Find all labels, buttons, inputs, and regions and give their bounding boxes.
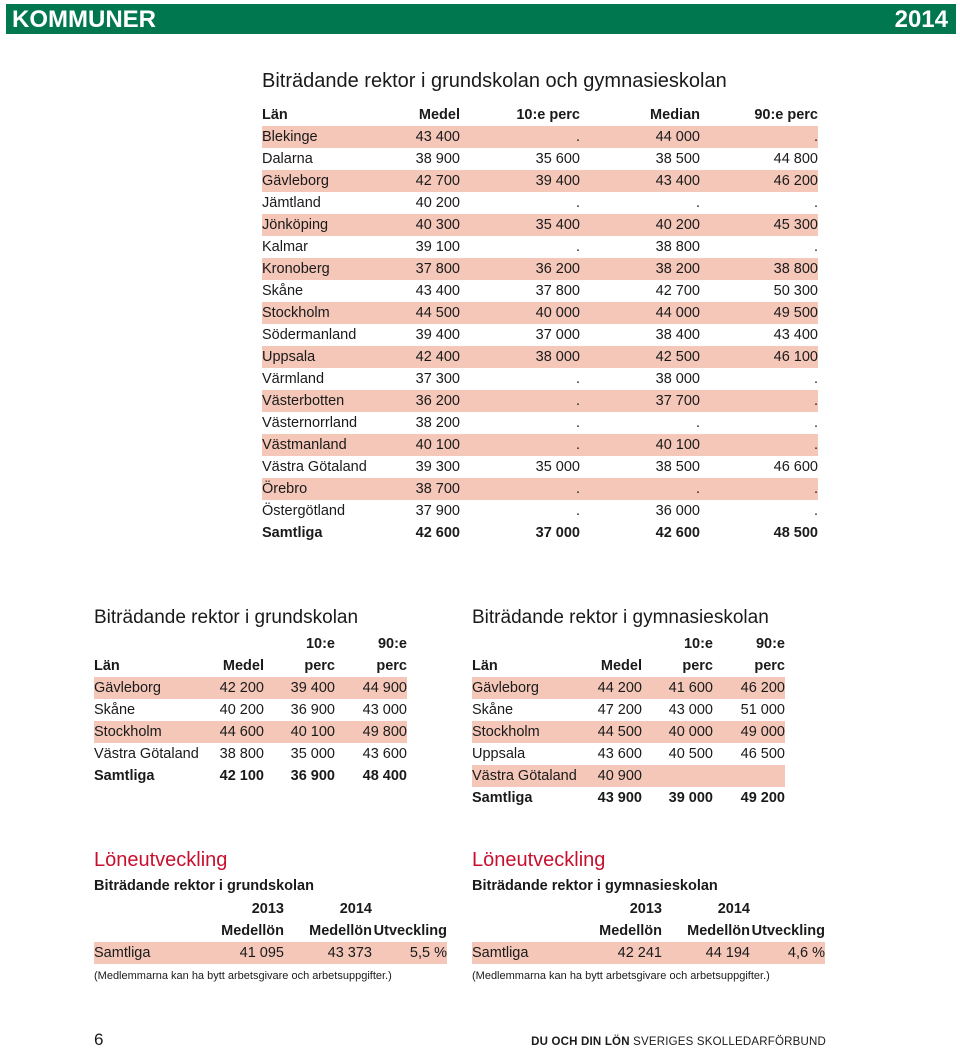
table-header-row <box>472 920 825 942</box>
value-cell: 40 000 <box>460 302 580 324</box>
value-cell: 37 800 <box>404 258 460 280</box>
value-cell: 42 600 <box>655 525 700 541</box>
value-cell: . <box>813 371 818 387</box>
gymnasieskolan-title: Biträdande rektor i gymnasieskolan <box>472 607 769 628</box>
value-cell: 43 400 <box>773 327 818 343</box>
table-row <box>262 280 818 302</box>
column-header: Län <box>94 658 120 674</box>
value-cell: 49 800 <box>335 721 407 743</box>
value-cell: . <box>700 434 818 456</box>
column-header <box>94 633 204 655</box>
column-header: 10:e <box>305 636 335 652</box>
table-row <box>262 456 818 478</box>
row-label-cell: Samtliga <box>472 942 582 964</box>
value-cell: 5,5 % <box>372 942 447 964</box>
row-label-cell: Östergötland <box>262 503 346 519</box>
value-cell: . <box>460 478 580 500</box>
loneutveckling-note-left: (Medlemmarna kan ha bytt arbetsgivare och arbetsuppgifter.) <box>94 970 392 982</box>
value-cell: 41 600 <box>642 677 713 699</box>
loneutveckling-title-left: Löneutveckling <box>94 849 228 871</box>
value-cell: 46 600 <box>773 459 818 475</box>
value-cell: 35 000 <box>535 459 580 475</box>
table-row <box>472 699 785 721</box>
table-row <box>262 126 818 148</box>
value-cell: 38 200 <box>580 258 700 280</box>
table-row <box>262 478 818 500</box>
row-label-cell: Uppsala <box>262 346 404 368</box>
column-header: Medellön <box>687 923 750 939</box>
value-cell: 44 200 <box>582 677 642 699</box>
value-cell: . <box>700 390 818 412</box>
row-label-cell: Örebro <box>262 478 404 500</box>
header-section-label: KOMMUNER <box>12 6 156 33</box>
loneutveckling-subtitle-left: Biträdande rektor i grundskolan <box>94 878 314 894</box>
value-cell <box>713 765 785 787</box>
value-cell: 42 600 <box>415 525 460 541</box>
row-label-cell: Västra Götaland <box>472 765 582 787</box>
value-cell: 38 200 <box>415 415 460 431</box>
column-header: Medellön <box>599 923 662 939</box>
value-cell: 44 500 <box>404 302 460 324</box>
table-row <box>262 500 818 522</box>
table-row <box>262 148 818 170</box>
header-year: 2014 <box>894 6 948 33</box>
page-header <box>6 4 956 34</box>
value-cell: . <box>575 415 580 431</box>
column-header <box>582 633 642 655</box>
table-row <box>472 942 825 964</box>
grundskolan-title: Biträdande rektor i grundskolan <box>94 607 359 628</box>
column-header: perc <box>376 658 407 674</box>
value-cell: 36 900 <box>290 702 335 718</box>
value-cell: 48 500 <box>773 525 818 541</box>
value-cell: 39 100 <box>415 239 460 255</box>
column-header <box>472 898 582 920</box>
value-cell: 38 000 <box>460 346 580 368</box>
value-cell: 47 200 <box>597 702 642 718</box>
value-cell: 38 700 <box>404 478 460 500</box>
value-cell: 42 241 <box>582 942 662 964</box>
column-header: 90:e <box>377 636 407 652</box>
value-cell: 35 600 <box>535 151 580 167</box>
value-cell: 39 400 <box>264 677 335 699</box>
row-label-cell: Västernorrland <box>262 415 358 431</box>
column-header: Medellön <box>221 923 284 939</box>
value-cell: 37 000 <box>535 525 580 541</box>
value-cell: 36 200 <box>460 258 580 280</box>
row-label-cell: Gävleborg <box>94 677 204 699</box>
value-cell: 45 300 <box>700 214 818 236</box>
table-row <box>472 721 785 743</box>
value-cell: . <box>695 195 700 211</box>
table-row <box>262 192 818 214</box>
row-label-cell: Samtliga <box>94 768 155 784</box>
row-label-cell: Stockholm <box>262 302 404 324</box>
column-header: 90:e perc <box>754 107 818 123</box>
table-row <box>262 214 818 236</box>
column-header: 10:e perc <box>516 107 580 123</box>
row-label-cell: Södermanland <box>262 327 357 343</box>
value-cell: 44 000 <box>580 126 700 148</box>
table-row <box>262 302 818 324</box>
value-cell: 49 500 <box>700 302 818 324</box>
value-cell: 38 900 <box>415 151 460 167</box>
footer-brand-org: SVERIGES SKOLLEDARFÖRBUND <box>629 1036 826 1048</box>
value-cell: 36 900 <box>290 768 335 784</box>
table-row <box>472 765 785 787</box>
row-label-cell: Skåne <box>262 283 304 299</box>
column-header: 2014 <box>717 901 750 917</box>
value-cell <box>642 765 713 787</box>
column-header: Medel <box>222 658 264 674</box>
column-header: 2014 <box>339 901 372 917</box>
table-row <box>94 699 407 721</box>
table-row <box>94 765 407 787</box>
footer-brand-bold: DU OCH DIN LÖN <box>531 1036 630 1048</box>
value-cell: 39 300 <box>415 459 460 475</box>
table-row <box>262 412 818 434</box>
table-header-row <box>94 898 447 920</box>
value-cell: 43 900 <box>597 790 642 806</box>
table-row <box>94 677 407 699</box>
gymnasieskolan-table <box>472 633 785 809</box>
value-cell: 43 400 <box>404 126 460 148</box>
table-header-row <box>472 898 825 920</box>
value-cell: 38 500 <box>655 151 700 167</box>
row-label-cell: Västerbotten <box>262 390 404 412</box>
value-cell: 39 400 <box>415 327 460 343</box>
value-cell: 37 900 <box>415 503 460 519</box>
value-cell: 40 100 <box>580 434 700 456</box>
column-header <box>472 920 582 942</box>
row-label-cell: Samtliga <box>262 525 323 541</box>
column-header <box>204 633 264 655</box>
column-header <box>372 898 447 920</box>
table-row <box>472 677 785 699</box>
column-header: Län <box>262 107 288 123</box>
value-cell: 43 373 <box>284 942 372 964</box>
value-cell: . <box>700 126 818 148</box>
table-row <box>472 743 785 765</box>
value-cell: 51 000 <box>740 702 785 718</box>
value-cell: . <box>460 434 580 456</box>
table-row <box>94 721 407 743</box>
row-label-cell: Gävleborg <box>262 170 404 192</box>
column-header <box>94 898 204 920</box>
table-row <box>262 170 818 192</box>
row-label-cell: Kronoberg <box>262 258 404 280</box>
loneutveckling-table-right <box>472 898 825 964</box>
value-cell: . <box>460 126 580 148</box>
row-label-cell: Kalmar <box>262 239 308 255</box>
value-cell: 40 200 <box>415 195 460 211</box>
value-cell: 40 000 <box>642 721 713 743</box>
loneutveckling-table-left <box>94 898 447 964</box>
row-label-cell: Jämtland <box>262 195 321 211</box>
row-label-cell: Västmanland <box>262 434 404 456</box>
column-header <box>472 633 582 655</box>
row-label-cell: Värmland <box>262 371 325 387</box>
value-cell: . <box>575 239 580 255</box>
column-header: perc <box>682 658 713 674</box>
column-header: 90:e <box>755 636 785 652</box>
value-cell: 49 200 <box>740 790 785 806</box>
column-header: 2013 <box>629 901 662 917</box>
value-cell: 36 200 <box>404 390 460 412</box>
value-cell: 46 100 <box>700 346 818 368</box>
value-cell: 44 900 <box>335 677 407 699</box>
page-number: 6 <box>94 1030 104 1049</box>
value-cell: . <box>813 195 818 211</box>
row-label-cell: Stockholm <box>94 721 204 743</box>
footer-brand <box>531 1036 826 1048</box>
value-cell: 40 300 <box>404 214 460 236</box>
value-cell: 43 600 <box>597 746 642 762</box>
row-label-cell: Blekinge <box>262 126 404 148</box>
row-label-cell: Uppsala <box>472 746 526 762</box>
value-cell: 42 700 <box>655 283 700 299</box>
row-label-cell: Jönköping <box>262 214 404 236</box>
row-label-cell: Stockholm <box>472 721 582 743</box>
value-cell: 38 800 <box>219 746 264 762</box>
value-cell: . <box>575 195 580 211</box>
table-header-row <box>472 633 785 655</box>
value-cell: 40 500 <box>668 746 713 762</box>
loneutveckling-title-right: Löneutveckling <box>472 849 606 871</box>
value-cell: 37 300 <box>415 371 460 387</box>
table-row <box>262 390 818 412</box>
row-label-cell: Samtliga <box>472 790 533 806</box>
table-header-row <box>94 633 407 655</box>
value-cell: 40 200 <box>219 702 264 718</box>
column-header: Län <box>472 658 498 674</box>
row-label-cell: Skåne <box>472 702 514 718</box>
column-header <box>94 920 204 942</box>
value-cell: 44 800 <box>773 151 818 167</box>
row-label-cell: Västra Götaland <box>262 459 367 475</box>
value-cell: 38 400 <box>655 327 700 343</box>
table-row <box>262 368 818 390</box>
table-header-row <box>262 104 818 126</box>
value-cell: 44 600 <box>204 721 264 743</box>
value-cell: . <box>813 415 818 431</box>
value-cell: . <box>575 371 580 387</box>
column-header: Median <box>650 107 700 123</box>
value-cell: 37 000 <box>535 327 580 343</box>
grundskolan-table <box>94 633 407 787</box>
loneutveckling-note-right: (Medlemmarna kan ha bytt arbetsgivare och arbetsuppgifter.) <box>472 970 770 982</box>
column-header: Medellön <box>309 923 372 939</box>
table-header-row <box>94 920 447 942</box>
value-cell: . <box>700 478 818 500</box>
value-cell: 43 000 <box>362 702 407 718</box>
table-row <box>472 787 785 809</box>
value-cell: 44 000 <box>580 302 700 324</box>
table-row <box>262 346 818 368</box>
row-label-cell: Västra Götaland <box>94 746 199 762</box>
value-cell: 43 000 <box>668 702 713 718</box>
table-row <box>262 258 818 280</box>
column-header: Medel <box>418 107 460 123</box>
column-header: perc <box>304 658 335 674</box>
table-row <box>262 236 818 258</box>
row-label-cell: Skåne <box>94 702 136 718</box>
table-row <box>94 743 407 765</box>
value-cell: 46 200 <box>700 170 818 192</box>
table-header-row <box>94 655 407 677</box>
value-cell: 46 500 <box>740 746 785 762</box>
value-cell: 38 800 <box>655 239 700 255</box>
value-cell: 40 100 <box>404 434 460 456</box>
value-cell: 42 100 <box>219 768 264 784</box>
value-cell: . <box>575 503 580 519</box>
value-cell: . <box>580 478 700 500</box>
value-cell: 38 500 <box>655 459 700 475</box>
row-label-cell: Gävleborg <box>472 677 582 699</box>
value-cell: 36 000 <box>655 503 700 519</box>
value-cell: 40 200 <box>580 214 700 236</box>
value-cell: 35 400 <box>460 214 580 236</box>
column-header: Medel <box>600 658 642 674</box>
main-table-body <box>262 126 818 544</box>
main-salary-table <box>262 104 818 544</box>
column-header: 2013 <box>251 901 284 917</box>
value-cell: 42 200 <box>204 677 264 699</box>
column-header: 10:e <box>683 636 713 652</box>
table-row <box>262 522 818 544</box>
value-cell: . <box>460 390 580 412</box>
value-cell: 39 400 <box>460 170 580 192</box>
column-header: Utveckling <box>751 923 825 939</box>
row-label-cell: Dalarna <box>262 151 313 167</box>
value-cell: 43 400 <box>415 283 460 299</box>
value-cell: 40 900 <box>582 765 642 787</box>
value-cell: 37 800 <box>535 283 580 299</box>
value-cell: 4,6 % <box>750 942 825 964</box>
column-header: perc <box>754 658 785 674</box>
value-cell: 38 000 <box>655 371 700 387</box>
value-cell: 40 100 <box>264 721 335 743</box>
value-cell: 39 000 <box>668 790 713 806</box>
value-cell: 46 200 <box>713 677 785 699</box>
value-cell: 41 095 <box>204 942 284 964</box>
table-header-row <box>472 655 785 677</box>
value-cell: . <box>813 239 818 255</box>
main-table-title: Biträdande rektor i grundskolan och gymnasieskolan <box>262 70 727 92</box>
value-cell: 42 400 <box>404 346 460 368</box>
value-cell: 49 000 <box>713 721 785 743</box>
value-cell: 37 700 <box>580 390 700 412</box>
value-cell: 48 400 <box>362 768 407 784</box>
row-label-cell: Samtliga <box>94 942 204 964</box>
value-cell: 42 500 <box>580 346 700 368</box>
column-header: Utveckling <box>373 923 447 939</box>
value-cell: 43 600 <box>362 746 407 762</box>
value-cell: 42 700 <box>404 170 460 192</box>
value-cell: 38 800 <box>700 258 818 280</box>
value-cell: 50 300 <box>773 283 818 299</box>
table-row <box>262 324 818 346</box>
value-cell: 44 500 <box>582 721 642 743</box>
table-row <box>94 942 447 964</box>
value-cell: 43 400 <box>580 170 700 192</box>
column-header <box>750 898 825 920</box>
loneutveckling-subtitle-right: Biträdande rektor i gymnasieskolan <box>472 878 718 894</box>
value-cell: 35 000 <box>290 746 335 762</box>
value-cell: . <box>813 503 818 519</box>
table-row <box>262 434 818 456</box>
value-cell: 44 194 <box>662 942 750 964</box>
value-cell: . <box>695 415 700 431</box>
